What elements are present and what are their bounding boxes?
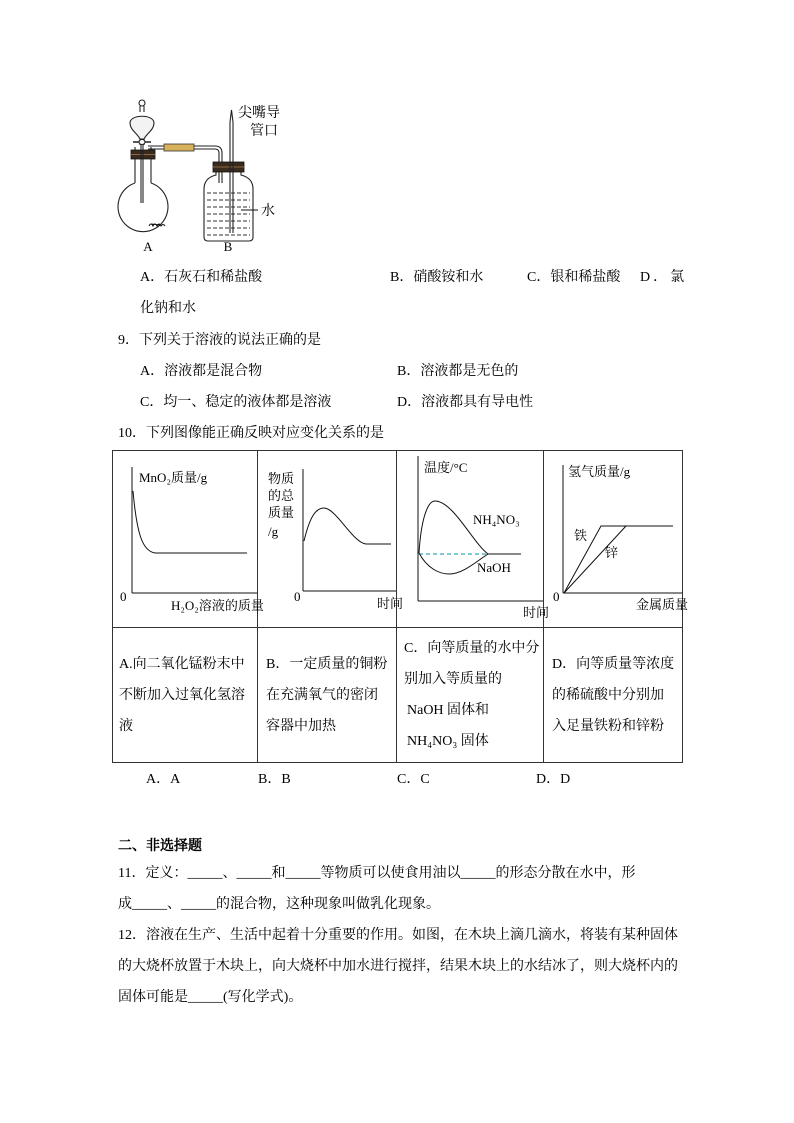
graph-cell-b <box>258 451 404 628</box>
q10-option-d: D．D <box>536 772 571 787</box>
q8-option-c: C．银和稀盐酸 <box>527 270 621 285</box>
q8-option-d-line2: 化钠和水 <box>140 301 196 316</box>
description-c-line: NaOH 固体和 <box>407 703 490 718</box>
description-cell-c <box>397 628 544 763</box>
description-c-line: 别加入等质量的 <box>404 672 502 687</box>
q9-stem: 9．下列关于溶液的说法正确的是 <box>118 333 321 348</box>
q11-line: 11．定义：_____、_____和_____等物质可以使食用油以_____的形态分散在水中，形 <box>118 866 636 881</box>
q10-graph-table <box>112 450 689 763</box>
graph-cell-a <box>113 451 264 628</box>
description-a-line: 液 <box>119 718 133 734</box>
nozzle-tube-label-line1: 尖嘴导 <box>238 106 280 121</box>
description-row <box>113 628 683 763</box>
graph-c-y-label: 温度/°C <box>424 460 468 475</box>
graph-b-y-label-line2: 的总 <box>268 488 295 503</box>
graph-b-y-label-line1: 物质 <box>268 471 295 486</box>
q12-line: 固体可能是_____(写化学式)。 <box>118 990 303 1005</box>
graph-b-y-label-line3: 质量 <box>268 505 295 520</box>
q9-option-c: C．均一、稳定的液体都是溶液 <box>140 395 332 410</box>
graph-d <box>544 451 689 627</box>
graph-c-lower-curve-label: NaOH <box>477 560 511 575</box>
q12-line: 的大烧杯放置于木块上，向大烧杯中加水进行搅拌，结果木块上的水结冰了，则大烧杯内的 <box>118 959 678 974</box>
graph-d-shallow-line-label: 锌 <box>605 545 619 560</box>
rubber-tube <box>164 144 194 151</box>
q9-option-d: D．溶液都具有导电性 <box>397 395 534 410</box>
description-d-line: 入足量铁粉和锌粉 <box>552 718 664 734</box>
description-cell-b <box>258 628 397 763</box>
q8-option-a: A．石灰石和稀盐酸 <box>140 270 263 285</box>
q12-line: 12．溶液在生产、生活中起着十分重要的作用。如图，在木块上滴几滴水，将装有某种固体 <box>118 928 678 943</box>
description-d-line: D．向等质量等浓度 <box>552 656 675 672</box>
graph-b-origin: 0 <box>294 589 301 604</box>
graph-row <box>113 451 683 628</box>
graph-d-y-label: 氢气质量/g <box>568 464 631 479</box>
description-c-line: NH₄NO₃ 固体 <box>407 734 489 749</box>
q8-option-b: B．硝酸铵和水 <box>390 270 484 285</box>
graph-a-curve <box>133 491 247 553</box>
graph-d-x-label: 金属质量 <box>636 597 689 612</box>
description-b-line: 在充满氧气的密闭 <box>266 687 378 703</box>
q10-option-b: B．B <box>258 772 291 787</box>
graph-d-origin: 0 <box>553 589 560 604</box>
q10-option-c: C．C <box>397 772 430 787</box>
q9-option-a: A．溶液都是混合物 <box>140 364 263 379</box>
graph-a <box>113 451 264 627</box>
graph-b <box>258 451 404 627</box>
description-b-line: B．一定质量的铜粉 <box>266 656 388 672</box>
nozzle-tube-label-line2: 管口 <box>250 124 278 139</box>
graph-b-x-label: 时间 <box>377 596 404 611</box>
flask-label: A <box>143 239 153 254</box>
q10-option-a: A．A <box>146 772 181 787</box>
graph-b-curve <box>304 508 391 544</box>
graph-a-origin: 0 <box>120 589 127 604</box>
graph-cell-d <box>544 451 689 628</box>
description-b-line: 容器中加热 <box>266 718 336 734</box>
description-a-line: 不断加入过氧化氢溶 <box>119 687 245 703</box>
gas-bottle <box>204 171 253 241</box>
graph-c-x-label: 时间 <box>523 605 550 620</box>
graph-c-upper-curve-label: NH₄NO₃ <box>473 512 520 527</box>
description-cell-d <box>544 628 683 763</box>
q8-option-d-line1: D．氯 <box>640 270 688 285</box>
graph-b-y-label-line4: /g <box>268 524 279 539</box>
solid-reactant <box>149 224 165 226</box>
graph-a-y-label: MnO₂质量/g <box>139 470 208 485</box>
graph-a-x-label: H₂O₂溶液的质量 <box>171 598 264 613</box>
gas-apparatus-diagram <box>112 95 302 260</box>
graph-c-upper-curve <box>419 501 488 554</box>
description-a-line: A.向二氧化锰粉末中 <box>119 656 245 672</box>
description-c-line: C．向等质量的水中分 <box>404 641 540 656</box>
graph-c <box>397 451 550 627</box>
water-label: 水 <box>261 204 275 219</box>
bottle-label: B <box>223 239 233 254</box>
graph-cell-c <box>397 451 550 628</box>
q11-line: 成_____、_____的混合物，这种现象叫做乳化现象。 <box>118 897 440 912</box>
description-d-line: 的稀硫酸中分别加 <box>552 687 664 703</box>
section-title: 二、非选择题 <box>118 839 202 854</box>
description-cell-a <box>113 628 258 763</box>
water-level-lines <box>207 193 250 235</box>
q9-option-b: B．溶液都是无色的 <box>397 364 519 379</box>
q10-stem: 10．下列图像能正确反映对应变化关系的是 <box>118 426 384 441</box>
graph-d-steep-line-label: 铁 <box>574 528 588 543</box>
